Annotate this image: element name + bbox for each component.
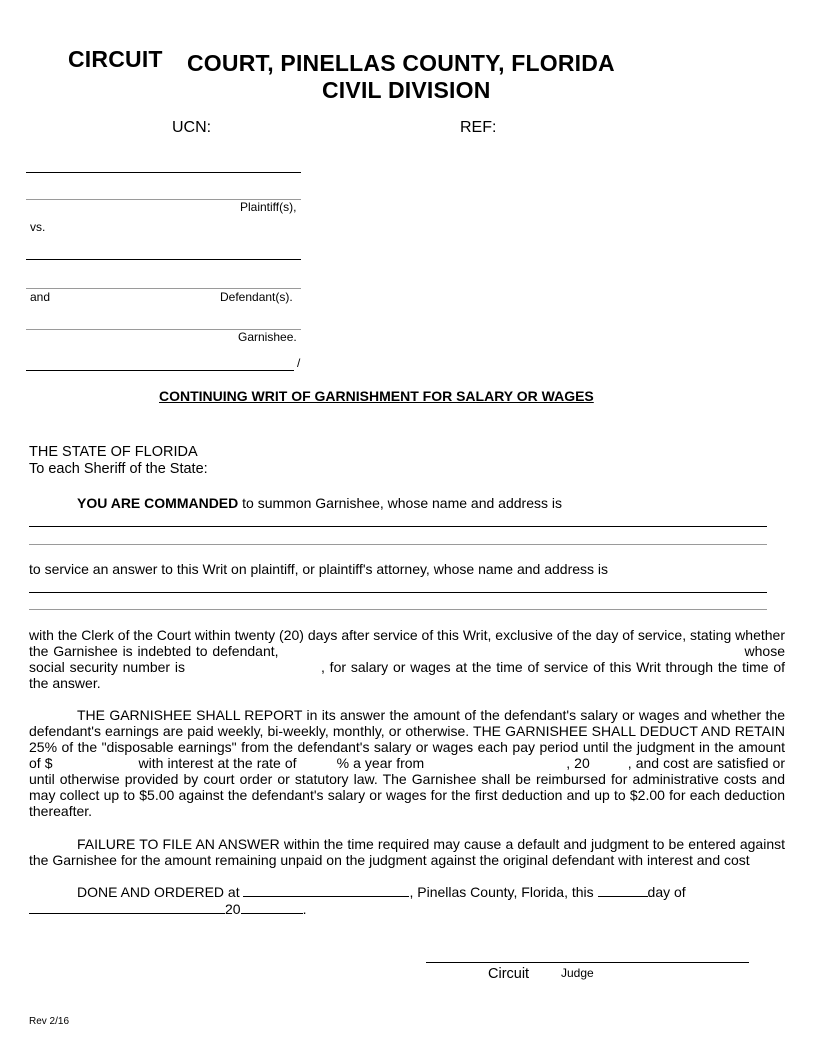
attorney-address-line-2[interactable]	[29, 609, 767, 610]
and-label: and	[30, 290, 51, 304]
clerk-text-1: with the Clerk of the Court within twenty (20) days after service of this Writ, exclusive of the day of service, stating whether the Garnishee is indebted to defendant,	[29, 627, 785, 659]
day-blank[interactable]	[598, 884, 648, 897]
commanded-bold: YOU ARE COMMANDED	[77, 495, 239, 511]
commanded-rest: to summon Garnishee, whose name and address is	[238, 495, 562, 511]
vs-label: vs.	[30, 220, 46, 234]
done-text-5: .	[302, 901, 307, 917]
defendant-label: Defendant(s).	[220, 290, 293, 304]
garnishee-label: Garnishee.	[238, 330, 297, 344]
judge-label: Judge	[561, 966, 594, 980]
done-text-2: , Pinellas County, Florida, this	[409, 884, 594, 900]
report-paragraph	[29, 707, 785, 819]
garnishee-address-line-1[interactable]	[29, 526, 767, 527]
sheriff-heading: To each Sheriff of the State:	[29, 461, 208, 477]
report-text-1: THE GARNISHEE SHALL REPORT in its answer the amount of the defendant's salary or wages and whether the defendant's earnings are paid weekly, bi-weekly, monthly, or otherwise. THE GARNISHEE SHALL DEDUCT AND RETAIN 25% of the "disposable earnings" from the defendant's salary or wages each pay period until the judgment in the amount of $	[29, 707, 785, 771]
garnishee-address-line-2[interactable]	[29, 544, 767, 545]
report-text-3: % a year from	[336, 755, 425, 771]
defendant-line-2[interactable]	[26, 288, 301, 289]
year-blank[interactable]	[241, 901, 303, 914]
clerk-paragraph	[29, 627, 785, 691]
judge-type: Circuit	[488, 966, 530, 982]
done-text-3: day of	[647, 884, 686, 900]
report-text-4: , 20	[566, 755, 590, 771]
judge-signature-line[interactable]	[426, 962, 749, 963]
state-heading: THE STATE OF FLORIDA	[29, 444, 198, 460]
plaintiff-label: Plaintiff(s),	[240, 200, 297, 214]
defendant-line-1[interactable]	[26, 259, 301, 260]
done-line	[77, 884, 686, 900]
revision-label: Rev 2/16	[29, 1016, 70, 1027]
month-blank[interactable]	[29, 901, 225, 914]
clerk-text-4: , for salary or wages at the time of service of this Writ through the time of the answer.	[29, 659, 785, 691]
caption-slash: /	[297, 356, 301, 370]
case-caption-line[interactable]	[26, 370, 294, 371]
done-line-2	[29, 901, 306, 917]
service-text: to service an answer to this Writ on plaintiff, or plaintiff's attorney, whose name and address is	[29, 561, 609, 577]
done-text-4: 20	[225, 901, 241, 917]
clerk-text-3: social security number is	[29, 659, 185, 675]
ucn-label: UCN:	[172, 119, 212, 136]
commanded-text	[77, 495, 562, 511]
attorney-address-line-1[interactable]	[29, 592, 767, 593]
report-text-2: with interest at the rate of	[138, 755, 297, 771]
ref-label: REF:	[460, 119, 497, 136]
division-title: CIVIL DIVISION	[322, 77, 491, 103]
court-name: COURT, PINELLAS COUNTY, FLORIDA	[187, 50, 615, 76]
plaintiff-line-1[interactable]	[26, 172, 301, 173]
court-type: CIRCUIT	[68, 46, 163, 72]
writ-title: CONTINUING WRIT OF GARNISHMENT FOR SALARY OR WAGES	[159, 388, 594, 404]
failure-paragraph: FAILURE TO FILE AN ANSWER within the time required may cause a default and judgment to be entered against the Garnishee for the amount remaining unpaid on the judgment against the original defendant with interest and cost	[29, 836, 785, 868]
report-text-5: , and cost are satisfied or until otherwise provided by court order or statutory law. The Garnishee shall be reimbursed for administrative costs and may collect up to $5.00 against the defendant's salary or wages for the first deduction and up to $2.00 for each deduction thereafter.	[29, 755, 786, 819]
done-text-1: DONE AND ORDERED at	[77, 884, 240, 900]
city-blank[interactable]	[243, 884, 409, 897]
clerk-text-2: whose	[744, 643, 785, 659]
